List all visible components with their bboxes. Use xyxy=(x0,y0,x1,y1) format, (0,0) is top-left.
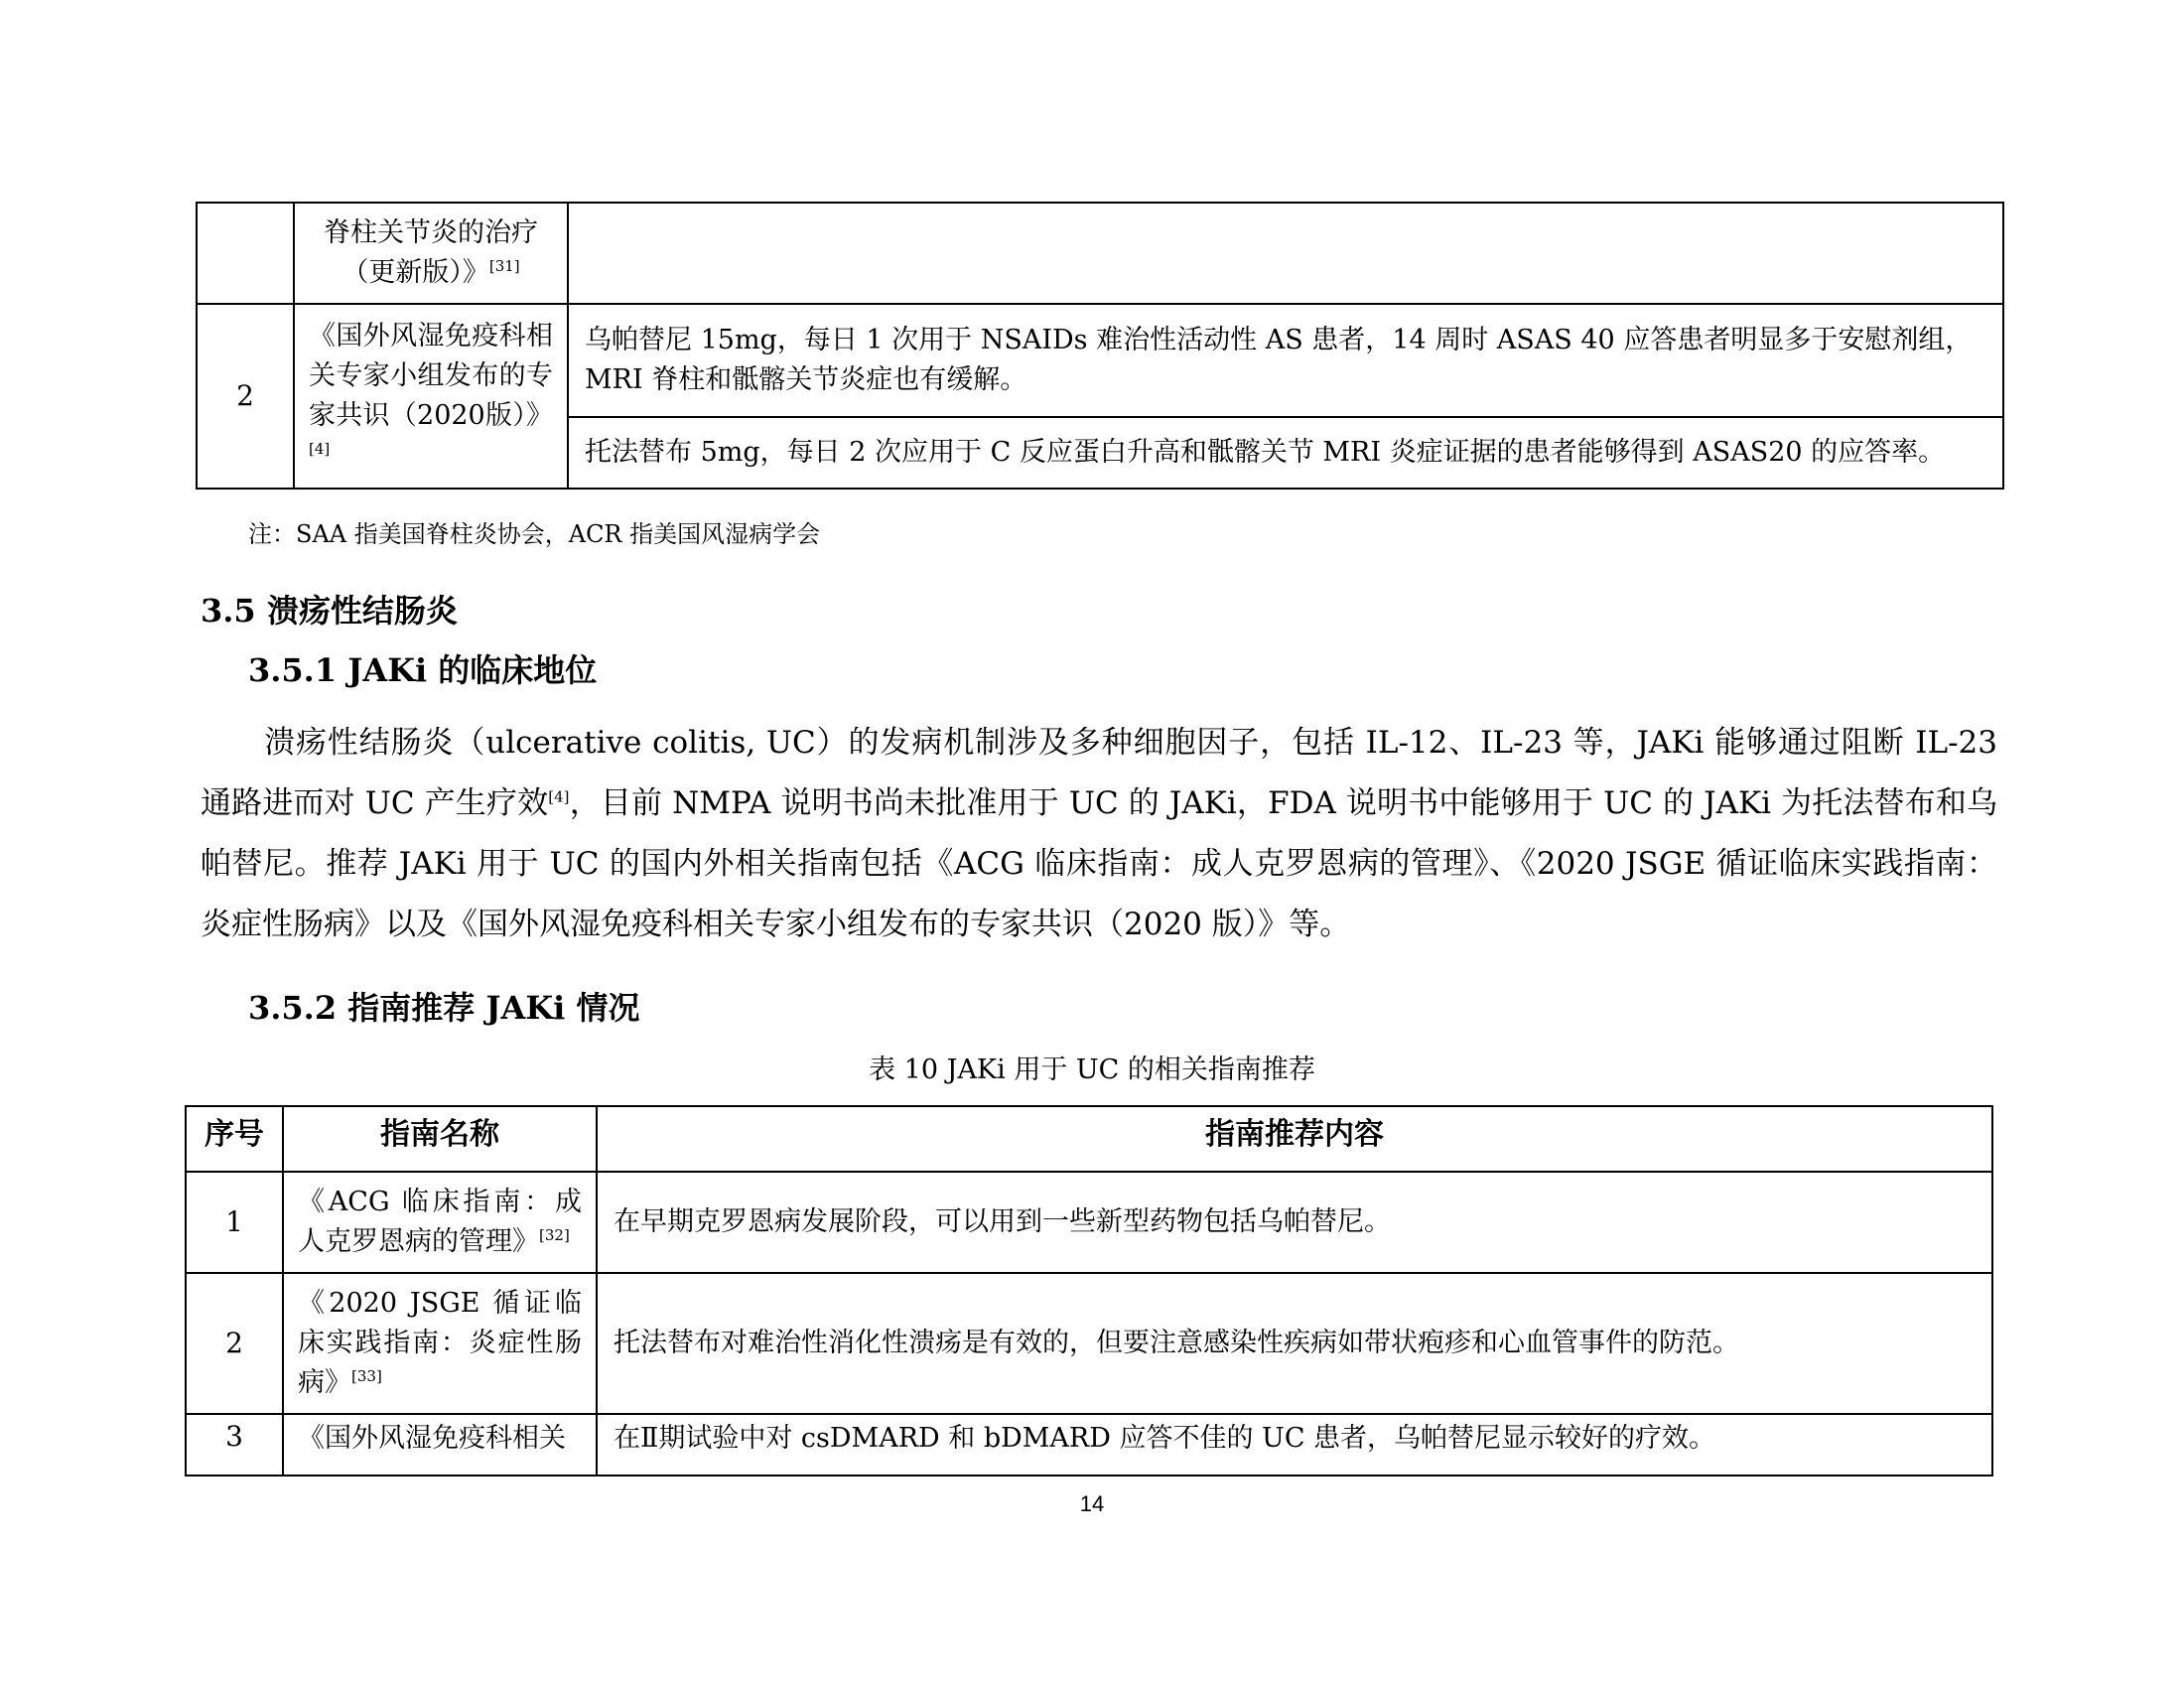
row-number: 2 xyxy=(186,1273,283,1414)
guideline-name xyxy=(283,1172,597,1273)
citation-ref: [4] xyxy=(309,440,331,458)
row-number: 1 xyxy=(186,1172,283,1273)
citation-ref: [33] xyxy=(351,1367,382,1385)
header-recommendation: 指南推荐内容 xyxy=(597,1106,1992,1172)
body-paragraph xyxy=(201,713,1997,955)
row-number: 2 xyxy=(197,304,294,489)
recommendation-content: 在Ⅱ期试验中对 csDMARD 和 bDMARD 应答不佳的 UC 患者，乌帕替尼显示较好的疗效。 xyxy=(597,1414,1992,1476)
paragraph-text: ，目前 NMPA 说明书尚未批准用于 UC 的 JAKi，FDA 说明书中能够用于 UC 的 JAKi 为托法替布和乌帕替尼。推荐 JAKi 用于 UC 的国内外相关指南包括《ACG 临床指南：成人克罗恩病的管理》、《2020 JSGE 循证临床实践指南：炎症性肠病》以及《国外风湿免疫科相关专家小组发布的专家共识（2020 版）》等。 xyxy=(201,785,1997,942)
citation-ref: [31] xyxy=(488,257,520,275)
table-row xyxy=(186,1172,1992,1273)
recommendation-content: 托法替布 5mg，每日 2 次应用于 C 反应蛋白升高和骶髂关节 MRI 炎症证据的患者能够得到 ASAS20 的应答率。 xyxy=(568,417,2003,489)
citation-ref: [4] xyxy=(548,787,570,806)
guideline-table xyxy=(185,1105,1993,1477)
table-caption: 表 10 JAKi 用于 UC 的相关指南推荐 xyxy=(869,1055,1315,1085)
guideline-name-text: 《国外风湿免疫科相关 xyxy=(298,1423,566,1454)
recommendation-content: 在早期克罗恩病发展阶段，可以用到一些新型药物包括乌帕替尼。 xyxy=(597,1172,1992,1273)
row-number: 3 xyxy=(186,1414,283,1476)
table-row xyxy=(197,304,2003,417)
recommendation-content: 托法替布对难治性消化性溃疡是有效的，但要注意感染性疾病如带状疱疹和心血管事件的防范。 xyxy=(597,1273,1992,1414)
recommendation-content xyxy=(568,203,2003,304)
header-number: 序号 xyxy=(186,1106,283,1172)
subsection-heading: 3.5.1 JAKi 的临床地位 xyxy=(248,651,598,689)
guideline-name xyxy=(294,203,568,304)
citation-ref: [32] xyxy=(539,1226,570,1244)
table-row xyxy=(197,203,2003,304)
guideline-name xyxy=(294,304,568,489)
guideline-name-text: 《2020 JSGE 循证临床实践指南：炎症性肠病》 xyxy=(298,1288,582,1398)
guideline-name xyxy=(283,1273,597,1414)
table-row xyxy=(186,1273,1992,1414)
section-heading: 3.5 溃疡性结肠炎 xyxy=(201,592,458,630)
table-note: 注：SAA 指美国脊柱炎协会，ACR 指美国风湿病学会 xyxy=(248,520,821,548)
table-header-row xyxy=(186,1106,1992,1172)
paragraph-text: 溃疡性结肠炎（ulcerative colitis, UC）的发病机制涉及多种细胞因子，包括 IL-12、IL-23 等，JAKi 能够通过阻断 IL-23 通路进而对 UC 产生疗效 xyxy=(201,725,1997,821)
table-row xyxy=(186,1414,1992,1476)
guideline-table-continued xyxy=(196,202,2004,490)
guideline-name-text: 《国外风湿免疫科相关专家小组发布的专家共识（2020版）》 xyxy=(309,321,553,431)
page-number: 14 xyxy=(1079,1491,1105,1516)
guideline-name-text: 脊柱关节炎的治疗（更新版）》 xyxy=(324,217,538,288)
row-number xyxy=(197,203,294,304)
subsection-heading: 3.5.2 指南推荐 JAKi 情况 xyxy=(248,989,640,1027)
guideline-name-text: 《ACG 临床指南：成人克罗恩病的管理》 xyxy=(298,1187,582,1257)
guideline-name xyxy=(283,1414,597,1476)
header-guideline-name: 指南名称 xyxy=(283,1106,597,1172)
recommendation-content: 乌帕替尼 15mg，每日 1 次用于 NSAIDs 难治性活动性 AS 患者，14 周时 ASAS 40 应答患者明显多于安慰剂组，MRI 脊柱和骶髂关节炎症也有缓解。 xyxy=(568,304,2003,417)
